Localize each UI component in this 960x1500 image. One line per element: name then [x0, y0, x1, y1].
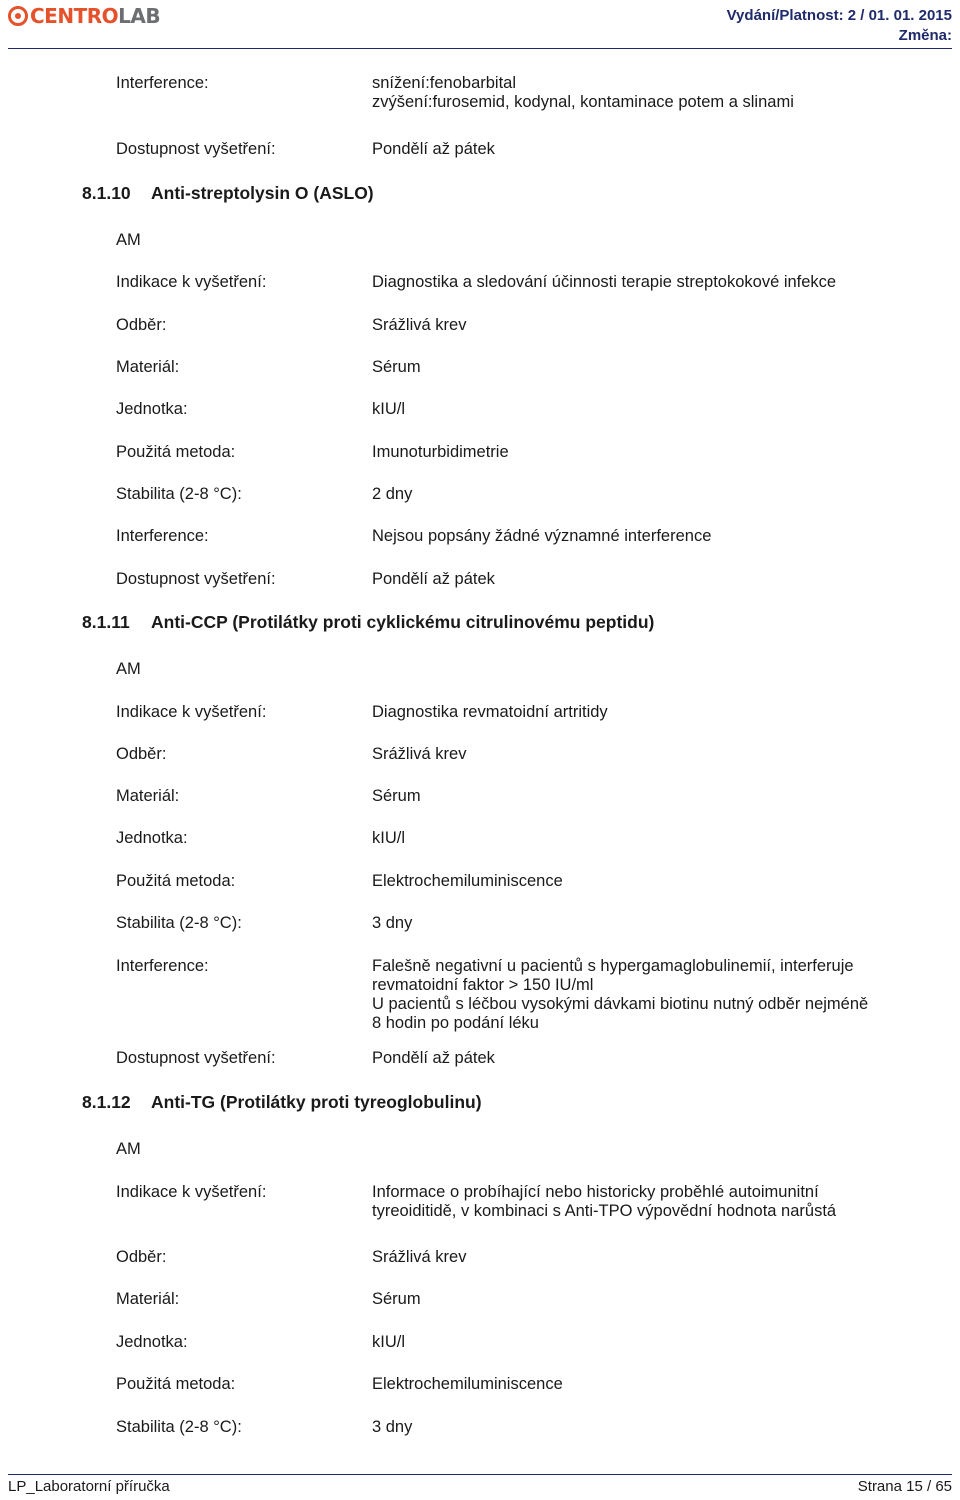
- field-label: Stabilita (2-8 °C):: [116, 485, 242, 503]
- value-line: 8 hodin po podání léku: [372, 1014, 539, 1032]
- value-line: snížení:fenobarbital: [372, 74, 517, 92]
- section-am: AM: [116, 1140, 141, 1158]
- field-value: [372, 957, 912, 1033]
- field-row-collection: [116, 745, 912, 764]
- logo-text-part2: LAB: [118, 4, 161, 28]
- field-value: Pondělí až pátek: [372, 570, 495, 588]
- value-line: revmatoidní faktor > 150 IU/ml: [372, 976, 594, 994]
- field-label: Dostupnost vyšetření:: [116, 1049, 276, 1067]
- field-row-material: [116, 358, 912, 377]
- field-value: kIU/l: [372, 829, 405, 847]
- field-value: 3 dny: [372, 914, 413, 932]
- field-label: Indikace k vyšetření:: [116, 273, 267, 291]
- value-line: U pacientů s léčbou vysokými dávkami biotinu nutný odběr nejméně: [372, 995, 869, 1013]
- field-value: Srážlivá krev: [372, 745, 467, 763]
- section-title-aslo: [82, 183, 374, 204]
- field-value: Sérum: [372, 1290, 421, 1308]
- field-row-unit: [116, 1333, 912, 1352]
- section-title-anti-tg: [82, 1092, 482, 1113]
- section-heading: Anti-TG (Protilátky proti tyreoglobulinu): [151, 1092, 482, 1112]
- field-label: Jednotka:: [116, 1333, 188, 1351]
- centrolab-logo: [8, 4, 160, 28]
- field-value: Srážlivá krev: [372, 316, 467, 334]
- section-number: 8.1.10: [82, 183, 131, 203]
- value-line: Falešně negativní u pacientů s hypergamaglobulinemií, interferuje: [372, 957, 854, 975]
- field-value: Diagnostika a sledování účinnosti terapie streptokokové infekce: [372, 273, 837, 291]
- field-row-material: [116, 1290, 912, 1309]
- field-value: Sérum: [372, 787, 421, 805]
- field-row-method: [116, 443, 912, 462]
- field-value: Diagnostika revmatoidní artritidy: [372, 703, 608, 721]
- section-heading: Anti-streptolysin O (ASLO): [151, 183, 374, 203]
- field-label: Jednotka:: [116, 400, 188, 418]
- field-label: Materiál:: [116, 787, 180, 805]
- field-label: Stabilita (2-8 °C):: [116, 1418, 242, 1436]
- field-row-indication: [116, 1183, 912, 1221]
- field-row-interference: [116, 957, 912, 1033]
- field-value: Pondělí až pátek: [372, 1049, 495, 1067]
- section-number: 8.1.12: [82, 1092, 131, 1112]
- field-row-stability: [116, 914, 912, 933]
- field-value: Nejsou popsány žádné významné interference: [372, 527, 712, 545]
- field-label: Materiál:: [116, 358, 180, 376]
- footer-divider: [8, 1474, 952, 1475]
- field-label: Použitá metoda:: [116, 1375, 236, 1393]
- field-value: [372, 1183, 912, 1221]
- change-text: Změna:: [898, 27, 952, 44]
- field-label: Jednotka:: [116, 829, 188, 847]
- field-label: Použitá metoda:: [116, 443, 236, 461]
- field-row-indication: [116, 703, 912, 722]
- field-row-method: [116, 1375, 912, 1394]
- field-row-availability: [116, 140, 912, 159]
- field-row-method: [116, 872, 912, 891]
- section-title-anti-ccp: [82, 612, 654, 633]
- field-label: Odběr:: [116, 316, 167, 334]
- value-line: tyreoiditidě, v kombinaci s Anti-TPO výpovědní hodnota narůstá: [372, 1202, 837, 1220]
- field-label: Indikace k vyšetření:: [116, 1183, 267, 1201]
- field-row-availability: [116, 570, 912, 589]
- field-row-interference: [116, 527, 912, 546]
- field-label: Interference:: [116, 957, 209, 975]
- field-row-collection: [116, 1248, 912, 1267]
- field-value: Srážlivá krev: [372, 1248, 467, 1266]
- field-row-stability: [116, 1418, 912, 1437]
- field-row-availability: [116, 1049, 912, 1068]
- field-value: kIU/l: [372, 1333, 405, 1351]
- field-row-stability: [116, 485, 912, 504]
- section-am: AM: [116, 231, 141, 249]
- logo-mark-icon: [8, 6, 28, 26]
- field-label: Odběr:: [116, 1248, 167, 1266]
- field-value: Elektrochemiluminiscence: [372, 872, 563, 890]
- header-revision-info: [727, 6, 952, 46]
- page-header: [0, 0, 960, 48]
- field-value: Elektrochemiluminiscence: [372, 1375, 563, 1393]
- field-value: 2 dny: [372, 485, 413, 503]
- logo-text-part1: CENTRO: [30, 4, 119, 28]
- field-row-unit: [116, 829, 912, 848]
- section-heading: Anti-CCP (Protilátky proti cyklickému citrulinovému peptidu): [151, 612, 655, 632]
- field-value: [372, 74, 912, 112]
- footer-page-number: Strana 15 / 65: [857, 1478, 952, 1495]
- field-row-interference: [116, 74, 912, 112]
- field-row-indication: [116, 273, 912, 292]
- field-label: Materiál:: [116, 1290, 180, 1308]
- header-divider: [8, 48, 952, 49]
- field-value: Pondělí až pátek: [372, 140, 495, 158]
- field-row-unit: [116, 400, 912, 419]
- field-value: Sérum: [372, 358, 421, 376]
- field-row-collection: [116, 316, 912, 335]
- field-label: Interference:: [116, 74, 209, 92]
- field-label: Odběr:: [116, 745, 167, 763]
- field-value: kIU/l: [372, 400, 405, 418]
- value-line: zvýšení:furosemid, kodynal, kontaminace potem a slinami: [372, 93, 794, 111]
- edition-text: Vydání/Platnost: 2 / 01. 01. 2015: [726, 7, 952, 24]
- field-value: Imunoturbidimetrie: [372, 443, 509, 461]
- footer-document-name: LP_Laboratorní příručka: [8, 1478, 170, 1495]
- field-row-material: [116, 787, 912, 806]
- section-number: 8.1.11: [82, 612, 130, 632]
- field-label: Dostupnost vyšetření:: [116, 570, 276, 588]
- field-label: Interference:: [116, 527, 209, 545]
- value-line: Informace o probíhající nebo historicky proběhlé autoimunitní: [372, 1183, 819, 1201]
- field-label: Indikace k vyšetření:: [116, 703, 267, 721]
- field-label: Použitá metoda:: [116, 872, 236, 890]
- section-am: AM: [116, 660, 141, 678]
- field-label: Dostupnost vyšetření:: [116, 140, 276, 158]
- field-label: Stabilita (2-8 °C):: [116, 914, 242, 932]
- field-value: 3 dny: [372, 1418, 413, 1436]
